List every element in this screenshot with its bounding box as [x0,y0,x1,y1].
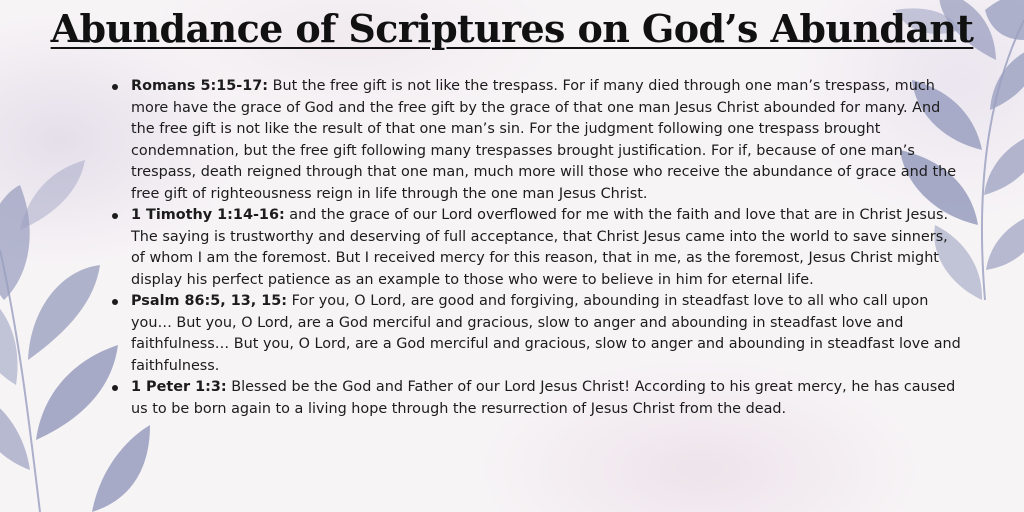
scripture-item [131,291,961,377]
scripture-text: and the grace of our Lord overflowed for me with the faith and love that are in Christ Jesus. The saying is trustworthy and deserving of full acceptance, that Christ Jesus came into the world to save sinners, of whom I am the foremost. But I received mercy for this reason, that in me, as the foremost, Jesus Christ might display his perfect patience as an example to those who were to believe in him for eternal life. [131,207,949,288]
leaf-icon [20,160,85,230]
leaf-icon [986,210,1024,270]
page-title-text: Abundance of Scriptures on God’s Abundant [50,6,974,51]
scripture-text: Blessed be the God and Father of our Lord Jesus Christ! According to his great mercy, he has caused us to be born again to a living hope through the resurrection of Jesus Christ from the dead. [131,379,956,417]
bullet-icon [112,84,118,90]
scripture-reference: Psalm 86:5, 13, 15: [131,293,288,309]
bullet-icon [112,299,118,305]
leaf-icon [0,290,18,385]
leaf-icon [984,130,1024,195]
scripture-reference: 1 Timothy 1:14-16: [131,207,285,223]
scripture-reference: 1 Peter 1:3: [131,379,227,395]
scripture-item [131,205,961,291]
scripture-item [131,76,961,205]
scripture-text: But the free gift is not like the trespass. For if many died through one man’s trespass, much more have the grace of God and the free gift by the grace of that one man Jesus Christ abounded for many. And the free gift is not like the result of that one man’s sin. For the judgment following one trespass brought condemnation, but the free gift following many trespasses brought justification. For if, because of one man’s trespass, death reigned through that one man, much more will those who receive the abundance of grace and the free gift of righteousness reign in life through the one man Jesus Christ. [131,78,957,202]
leaf-icon [0,185,30,300]
bullet-icon [112,385,118,391]
leaf-icon [28,265,100,360]
page-title [0,6,1024,51]
scripture-item [131,377,961,420]
scripture-list [105,76,961,420]
leaf-icon [92,425,150,512]
scripture-text: For you, O Lord, are good and forgiving, abounding in steadfast love to all who call upon you… But you, O Lord, are a God merciful and gracious, slow to anger and abounding in steadfast love and faithfulness… But you, O Lord, are a God merciful and gracious, slow to anger and abounding in steadfast love and faithfulness. [131,293,961,374]
bullet-icon [112,213,118,219]
scripture-reference: Romans 5:15-17: [131,78,269,94]
